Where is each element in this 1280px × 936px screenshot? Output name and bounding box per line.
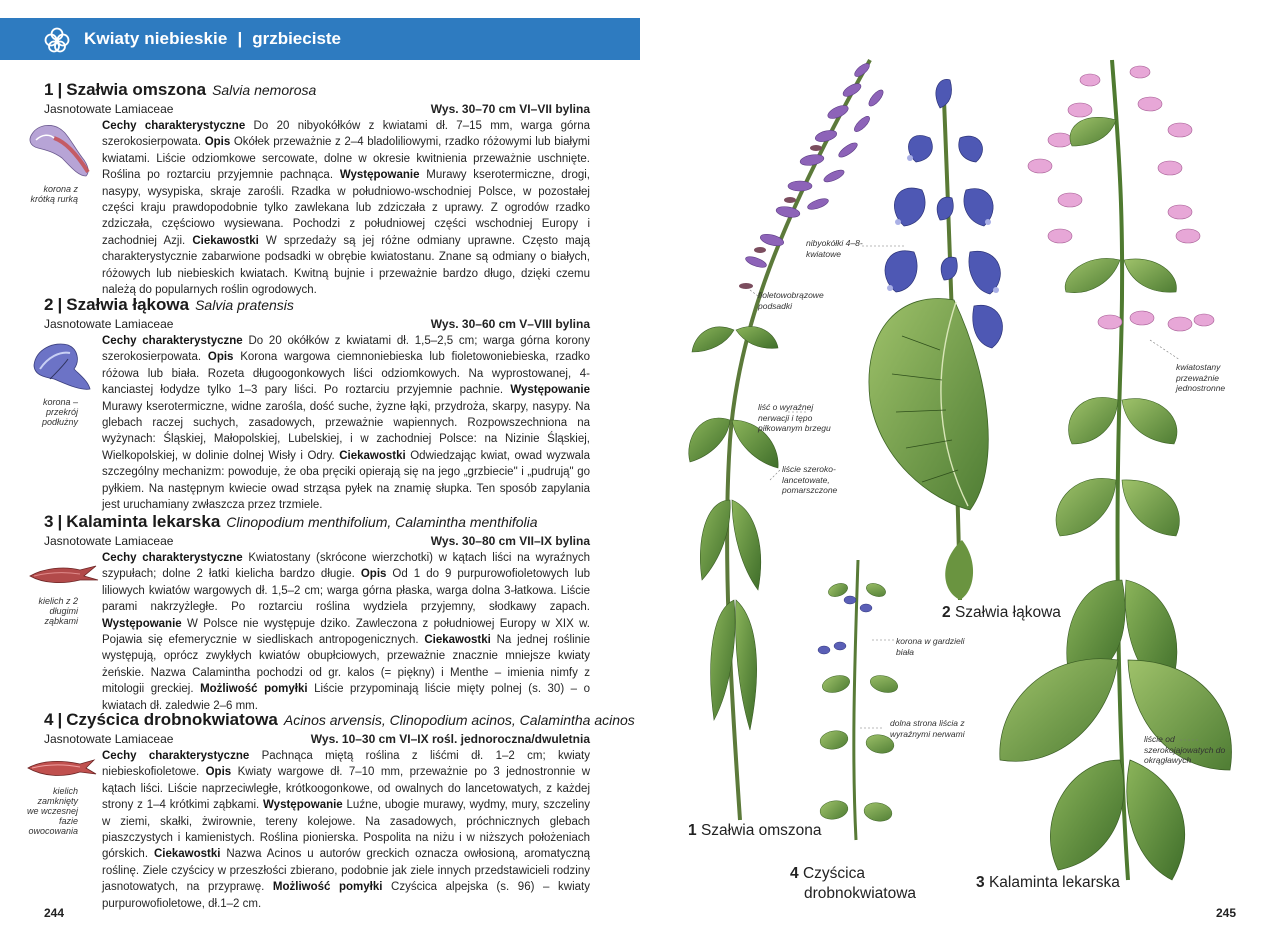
corolla-section-illustration: [24, 335, 100, 427]
plate-label-1: 1 Szałwia omszona: [688, 822, 822, 839]
entry-3: [38, 512, 590, 712]
height-label: Wys. 30–80 cm VII–IX bylina: [430, 534, 590, 548]
annotation-8: liście od szerokojajowatych do okrągławych: [1144, 734, 1226, 765]
annotation-7: dolna strona liścia z wyraźnymi nerwami: [890, 718, 965, 739]
plate-label-4: 4 Czyścica drobnokwiatowa: [790, 865, 917, 902]
acinos-arvensis-illustration: [818, 560, 900, 840]
flower-icon: [44, 27, 70, 53]
plate-label-2: 2 Szałwia łąkowa: [942, 604, 1061, 621]
annotation-2: fioletowobrązowe podsadki: [758, 290, 824, 311]
height-label: Wys. 30–70 cm VI–VII bylina: [430, 102, 590, 116]
section-separator: |: [237, 29, 243, 48]
right-page-plate: [640, 0, 1280, 936]
section-header: [0, 18, 640, 60]
family-label: Jasnotowate Lamiaceae: [44, 317, 174, 331]
entry-meta: [44, 317, 590, 332]
family-label: Jasnotowate Lamiaceae: [44, 534, 174, 548]
entry-meta: [44, 534, 590, 549]
annotation-1: nibyokółki 4–8-kwiatowe: [806, 238, 863, 259]
entry-title: 4 | Czyścica drobnokwiatowa Acinos arvensis, Clinopodium acinos, Calamintha acinos: [44, 710, 635, 729]
illustration-caption: korona – przekrój podłużny: [41, 397, 78, 427]
section-title: Kwiaty niebieskie: [84, 29, 228, 48]
page-number-left: 244: [44, 906, 65, 920]
entry-description: Cechy charakterystyczne Do 20 okółków z kwiatami dł. 1,5–2,5 cm; warga górna korony szerokosierpowata. Opis Korona wargowa ciemnoniebieska lub fioletowoniebieska, rzadko różowa lub biała. Rozeta długoogonkowych liści odziomkowych. Na wyprostowanej, 4-kanciastej łodydze tylko 1–3 pary liści. Po roztarciu przyjemnie pachnie. Występowanie Murawy kserotermiczne, widne zarośla, dość suche, żyzne łąki, przydroża, skarpy, nasypy. Na glebach raczej suchych, zasadowych, przeważnie wapiennych. Rozpowszechniona na wyżynach: Śląskiej, Małopolskiej, Lubelskiej, i w zachodniej Polsce: na Nizinie Śląskiej, Wielkopolskiej, w dolinie dolnej Wisły i Odry. Ciekawostki Odwiedzając kwiat, owad wyzwala szczególny mechanizm: powoduje, że oba pręciki opierają się na jego „grzbiecie" i „pudrują" go pyłkiem. Na następnym kwiecie owad strząsa pyłek na znamię słupka. Ten sposób zapylania jest uruchamiany zwłaszcza przez trzmiele.: [102, 335, 590, 512]
family-label: Jasnotowate Lamiaceae: [44, 102, 174, 116]
entry-description: Cechy charakterystyczne Kwiatostany (skrócone wierzchotki) w kątach liści na wyraźnych szypułach; dolne 2 łatki kielicha bardzo długie. Opis Od 1 do 9 purpurowofioletowych lub liliowych kwiatów wargowych dł. 1,5–2 cm; warga górna płaska, warga dolna 3-łatkowa. Liście parami nakrzyżległe. Po roztarciu roślina wydziela przyjemny, słodkawy zapach. Występowanie W Polsce nie występuje dziko. Zawleczona z południowej Europy w XIX w. Pojawia się efemerycznie w siedliskach antropogenicznych. Ciekawostki Na jednej roślinie występują, oprócz zwykłych kwiatów obupłciowych, przeważnie znacznie mniejsze kwiaty żeńskie. Nazwa Calamintha pochodzi od gr. kalos (= piękny) i Menthe – imienia nimfy z mitologii greckiej. Możliwość pomyłki Liście przypominają liście mięty polnej (s. 30) – o kwiatach dł. zaledwie 2–6 mm.: [102, 552, 590, 712]
entry-title: 2 | Szałwia łąkowa Salvia pratensis: [44, 295, 294, 314]
entry-meta: [44, 102, 590, 117]
illustration-caption: kielich zamknięty we wczesnej fazie owocowania: [26, 786, 78, 836]
entry-4: [26, 710, 635, 910]
illustration-caption: korona z krótką rurką: [30, 184, 78, 204]
annotation-5: kwiatostany przeważnie jednostronne: [1176, 362, 1226, 393]
height-label: Wys. 30–60 cm V–VIII bylina: [430, 317, 590, 331]
entry-description: Cechy charakterystyczne Do 20 nibyokółków z kwiatami dł. 7–15 mm, warga górna szerokosierpowata. Opis Okółek przeważnie z 2–4 bladoliliowymi, rzadko różowymi lub białymi kwiatami. Liście odziomkowe sercowate, dolne w okresie kwitnienia przeważnie uschnięte. Roślina po roztarciu przyjemnie pachnąca. Występowanie Murawy kserotermiczne, drogi, nasypy, wysypiska, skraje zarośli. Rzadka w południowo-wschodniej Polsce, w pozostałej części kraju prawdopodobnie tylko zawlekana lub zdziczała z uprawy. Z ogrodów rzadko zdziczała, częściowo wysiewana. Pochodzi z południowej części wschodniej Europy i zachodniej Azji. Ciekawostki W sprzedaży są jej różne odmiany uprawne. Często mają charakterystycznie zabarwione podsadki w obrębie kwiatostanu. Znane są odmiany o białych, różowych lub niebieskich kwiatach. Kwitną bujnie i przeważnie bardzo długo, dzięki czemu należą do popularnych roślin ogrodowych.: [102, 120, 591, 297]
entry-meta: [44, 732, 590, 747]
calyx-fruiting-illustration: [24, 750, 100, 836]
annotation-6: korona w gardzieli biała: [896, 636, 965, 657]
height-label: Wys. 10–30 cm VI–IX rośl. jednoroczna/dwuletnia: [310, 732, 590, 746]
entry-title: 1 | Szałwia omszona Salvia nemorosa: [44, 80, 317, 99]
annotation-4: liście szeroko-lancetowate, pomarszczone: [782, 464, 838, 495]
family-label: Jasnotowate Lamiaceae: [44, 732, 174, 746]
botanical-plate: [640, 0, 1280, 936]
calyx-illustration: [24, 554, 100, 626]
entry-1: [30, 80, 591, 297]
salvia-pratensis-illustration: [869, 79, 1003, 600]
salvia-nemorosa-illustration: [689, 60, 886, 820]
section-subtitle: grzbieciste: [252, 29, 342, 48]
entry-title: 3 | Kalaminta lekarska Clinopodium menthifolium, Calamintha menthifolia: [44, 512, 538, 531]
entry-2: [41, 295, 590, 512]
entry-description: Cechy charakterystyczne Pachnąca miętą roślina z liśćmi dł. 1–2 cm; kwiaty niebieskofioletowe. Opis Kwiaty wargowe dł. 7–10 mm, przeważnie po 3 jednostronnie w kątach liści. Liście naprzeciwległe, krótkoogonkowe, od owalnych do lancetowatych, z każdej strony z 1–4 krótkimi ząbkami. Występowanie Luźne, ubogie murawy, wydmy, mury, szczeliny w ziemi, skałki, żwirownie, tereny kolejowe. Na zasadowych, próchnicznych glebach piaszczystych i kamienistych. Roślina pionierska. Pospolita na niżu i w niższych położeniach górskich. Ciekawostki Nazwa Acinos u autorów greckich oznacza owłosioną, aromatyczną roślinę. Ziele czyścicy w przeszłości zbierano, podobnie jak ziele innych przedstawicieli rodziny jasnotowatych, na przyprawę. Możliwość pomyłki Czyścica alpejska (s. 96) – kwiaty purpurowofioletowe, dł.1–2 cm.: [102, 750, 591, 910]
page-number-right: 245: [1215, 906, 1236, 920]
annotation-3: liść o wyraźnej nerwacji i tępo piłkowanym brzegu: [758, 402, 831, 433]
corolla-illustration: [24, 120, 100, 204]
plate-label-3: 3 Kalaminta lekarska: [976, 874, 1120, 891]
illustration-caption: kielich z 2 długimi ząbkami: [38, 596, 78, 626]
